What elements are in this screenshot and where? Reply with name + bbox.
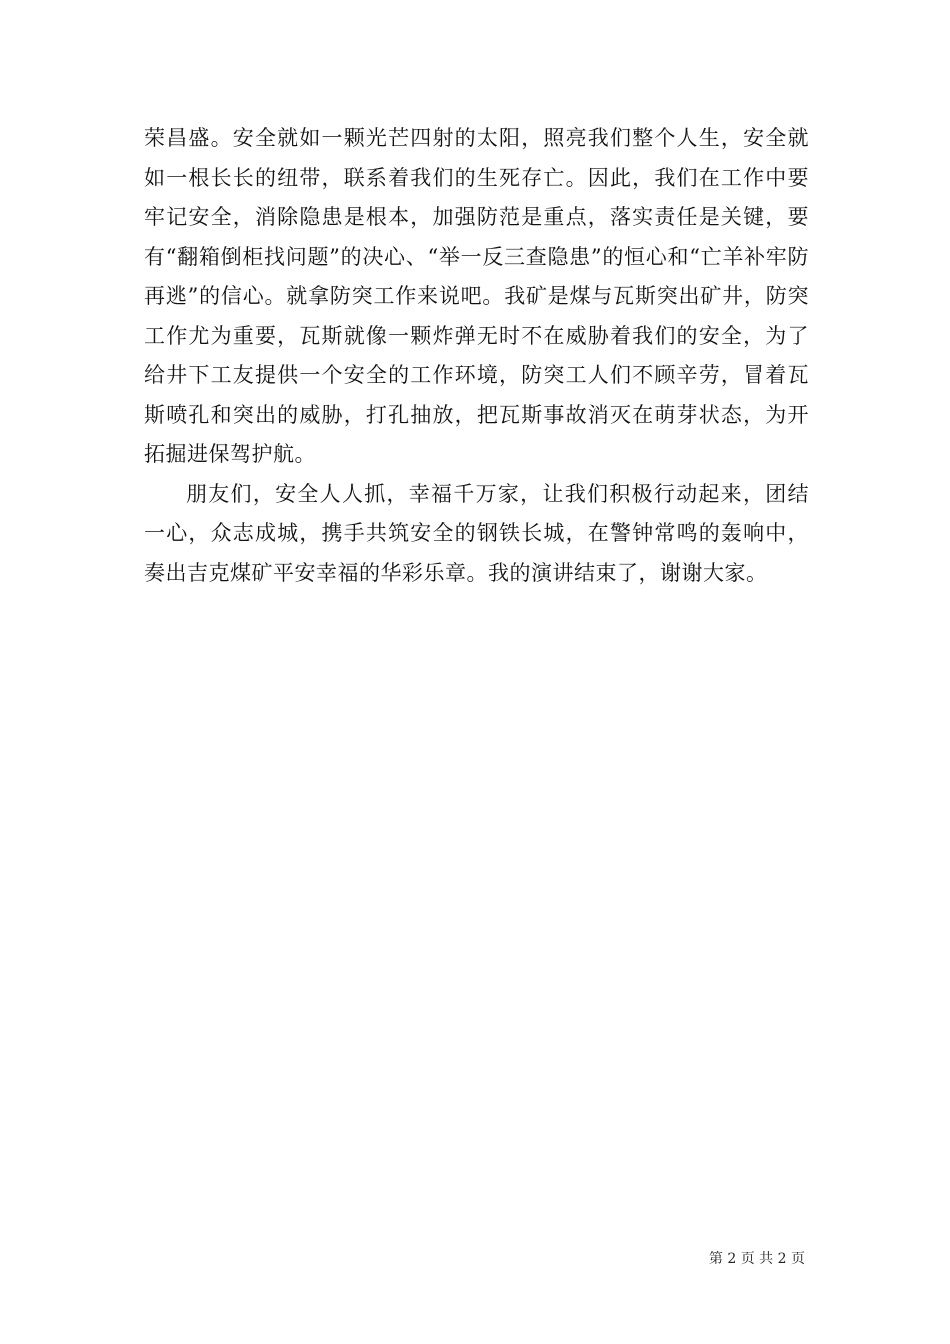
page-footer: 第 2 页 共 2 页 bbox=[708, 1251, 805, 1267]
body-text bbox=[144, 119, 809, 593]
paragraph-closing: 朋友们，安全人人抓，幸福千万家，让我们积极行动起来，团结一心，众志成城，携手共筑安全的钢铁长城，在警钟常鸣的轰响中，奏出吉克煤矿平安幸福的华彩乐章。我的演讲结束了，谢谢大家。 bbox=[144, 481, 809, 585]
paragraph-continuation: 荣昌盛。安全就如一颗光芒四射的太阳，照亮我们整个人生，安全就如一根长长的纽带，联系着我们的生死存亡。因此，我们在工作中要牢记安全，消除隐患是根本，加强防范是重点，落实责任是关键，要有“翻箱倒柜找问题”的决心、“举一反三查隐患”的恒心和“亡羊补牢防再逃”的信心。就拿防突工作来说吧。我矿是煤与瓦斯突出矿井，防突工作尤为重要，瓦斯就像一颗炸弹无时不在威胁着我们的安全，为了给井下工友提供一个安全的工作环境，防突工人们不顾辛劳，冒着瓦斯喷孔和突出的威胁，打孔抽放，把瓦斯事故消灭在萌芽状态，为开拓掘进保驾护航。 bbox=[144, 126, 809, 466]
